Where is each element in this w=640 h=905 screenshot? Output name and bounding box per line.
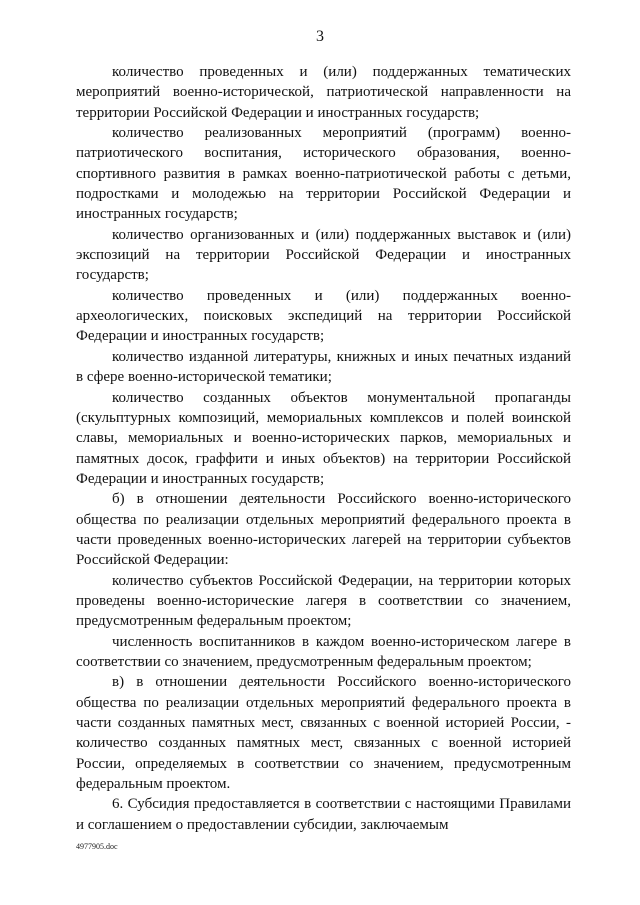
paragraph-item-v: в) в отношении деятельности Российского военно-исторического общества по реализации отдельных мероприятий федерального проекта в части созданных памятных мест, связанных с военной историей России, - количество созданных памятных мест, связанных с военной историей России, определяемых в соответствии со значением, предусмотренным федеральным проектом. bbox=[76, 674, 571, 793]
paragraph-clause-6: 6. Субсидия предоставляется в соответствии с настоящими Правилами и соглашением о предоставлении субсидии, заключаемым bbox=[76, 796, 571, 833]
paragraph-events-count: количество проведенных и (или) поддержанных тематических мероприятий военно-исторической, патриотической направленности на территории Российской Федерации и иностранных государств; bbox=[76, 64, 571, 121]
paragraph-item-b: б) в отношении деятельности Российского военно-исторического общества по реализации отдельных мероприятий федерального проекта в части проведенных военно-исторических лагерей на территории субъектов Российской Федерации: bbox=[76, 491, 571, 569]
paragraph-expeditions-count: количество проведенных и (или) поддержанных военно-археологических, поисковых экспедиций на территории Российской Федерации и иностранных государств; bbox=[76, 287, 571, 345]
document-body bbox=[76, 62, 571, 835]
paragraph-exhibitions-count: количество организованных и (или) поддержанных выставок и (или) экспозиций на территории Российской Федерации и иностранных государств; bbox=[76, 226, 571, 284]
document-filename: 4977905.doc bbox=[76, 842, 118, 851]
paragraph-literature-count: количество изданной литературы, книжных и иных печатных изданий в сфере военно-исторической тематики; bbox=[76, 348, 571, 386]
paragraph-camp-participants: численность воспитанников в каждом военно-историческом лагере в соответствии со значением, предусмотренным федеральным проектом; bbox=[76, 633, 571, 670]
paragraph-programs-count: количество реализованных мероприятий (программ) военно-патриотического воспитания, исторического образования, военно-спортивного развития в рамках военно-патриотической работы с детьми, подростками и молодежью на территории Российской Федерации и иностранных государств; bbox=[76, 125, 571, 223]
page-number: 3 bbox=[316, 28, 324, 45]
paragraph-regions-count: количество субъектов Российской Федерации, на территории которых проведены военно-исторические лагеря в соответствии со значением, предусмотренным федеральным проектом; bbox=[76, 572, 571, 630]
paragraph-monuments-count: количество созданных объектов монументальной пропаганды (скульптурных композиций, мемориальных комплексов и полей воинской славы, мемориальных и военно-исторических парков, мемориальных и памятных досок, граффити и иных объектов) на территории Российской Федерации и иностранных государств; bbox=[76, 389, 571, 487]
